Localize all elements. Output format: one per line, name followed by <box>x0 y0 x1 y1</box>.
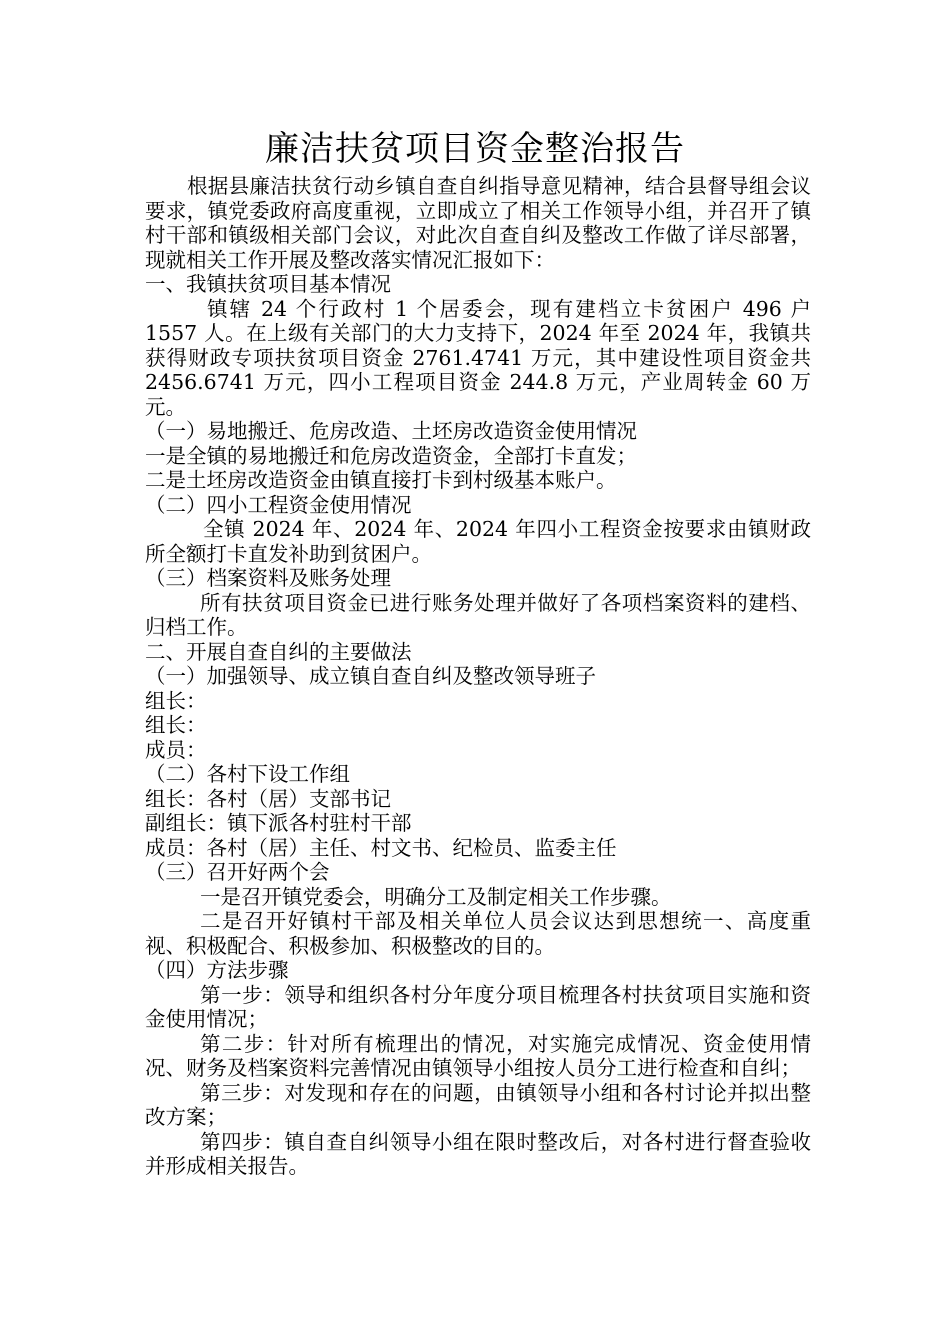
section2-sub4-step2: 第二步：针对所有梳理出的情况，对实施完成情况、资金使用情况、财务及档案资料完善情况由镇领导小组按人员分工进行检查和自纠； <box>145 1031 811 1080</box>
section1-sub3-heading: （三）档案资料及账务处理 <box>145 566 391 590</box>
section2-sub2-heading: （二）各村下设工作组 <box>145 762 350 786</box>
section2-sub1-leader2: 组长： <box>145 713 207 737</box>
section1-paragraph: 镇辖 24 个行政村 1 个居委会，现有建档立卡贫困户 496 户 1557 人。在上级有关部门的大力支持下，2024 年至 2024 年，我镇共获得财政专项扶贫项目资金 2761.4741 万元，其中建设性项目资金共 2456.6741 万元，四小工程项目资金 244.8 万元，产业周转金 60 万元。 <box>145 296 811 419</box>
section2-sub1-members: 成员： <box>145 737 207 762</box>
section2-sub4-heading: （四）方法步骤 <box>145 958 289 982</box>
section2-sub4-step1: 第一步：领导和组织各村分年度分项目梳理各村扶贫项目实施和资金使用情况； <box>145 982 811 1031</box>
section2-sub1-heading: （一）加强领导、成立镇自查自纠及整改领导班子 <box>145 664 596 688</box>
section2-heading: 二、开展自查自纠的主要做法 <box>145 639 412 664</box>
section2-sub3-line2: 二是召开好镇村干部及相关单位人员会议达到思想统一、高度重视、积极配合、积极参加、积极整改的目的。 <box>145 909 811 958</box>
section2-sub3-line1: 一是召开镇党委会，明确分工及制定相关工作步骤。 <box>200 884 672 909</box>
section1-heading: 一、我镇扶贫项目基本情况 <box>145 272 391 296</box>
section1-sub2-heading: （二）四小工程资金使用情况 <box>145 492 412 517</box>
section2-sub4-step4: 第四步：镇自查自纠领导小组在限时整改后，对各村进行督查验收并形成相关报告。 <box>145 1129 811 1178</box>
section2-sub2-deputy: 副组长：镇下派各村驻村干部 <box>145 811 412 835</box>
document-title: 廉洁扶贫项目资金整治报告 <box>265 129 685 169</box>
section1-sub2-paragraph: 全镇 2024 年、2024 年、2024 年四小工程资金按要求由镇财政所全额打卡直发补助到贫困户。 <box>145 517 811 566</box>
section2-sub2-leader: 组长：各村（居）支部书记 <box>145 786 391 811</box>
section2-sub1-leader1: 组长： <box>145 688 207 713</box>
document-body <box>145 174 811 1179</box>
section1-sub1-heading: （一）易地搬迁、危房改造、土坯房改造资金使用情况 <box>145 419 637 443</box>
section2-sub4-step3: 第三步：对发现和存在的问题，由镇领导小组和各村讨论并拟出整改方案； <box>145 1080 811 1129</box>
intro-paragraph: 根据县廉洁扶贫行动乡镇自查自纠指导意见精神，结合县督导组会议要求，镇党委政府高度重视，立即成立了相关工作领导小组，并召开了镇村干部和镇级相关部门会议，对此次自查自纠及整改工作做了详尽部署，现就相关工作开展及整改落实情况汇报如下： <box>145 174 811 272</box>
section1-sub1-line1: 一是全镇的易地搬迁和危房改造资金，全部打卡直发； <box>145 443 637 468</box>
section2-sub3-heading: （三）召开好两个会 <box>145 860 330 884</box>
section2-sub2-members: 成员：各村（居）主任、村文书、纪检员、监委主任 <box>145 835 617 860</box>
section1-sub1-line2: 二是土坯房改造资金由镇直接打卡到村级基本账户。 <box>145 468 617 492</box>
section1-sub3-paragraph: 所有扶贫项目资金已进行账务处理并做好了各项档案资料的建档、归档工作。 <box>145 590 811 639</box>
